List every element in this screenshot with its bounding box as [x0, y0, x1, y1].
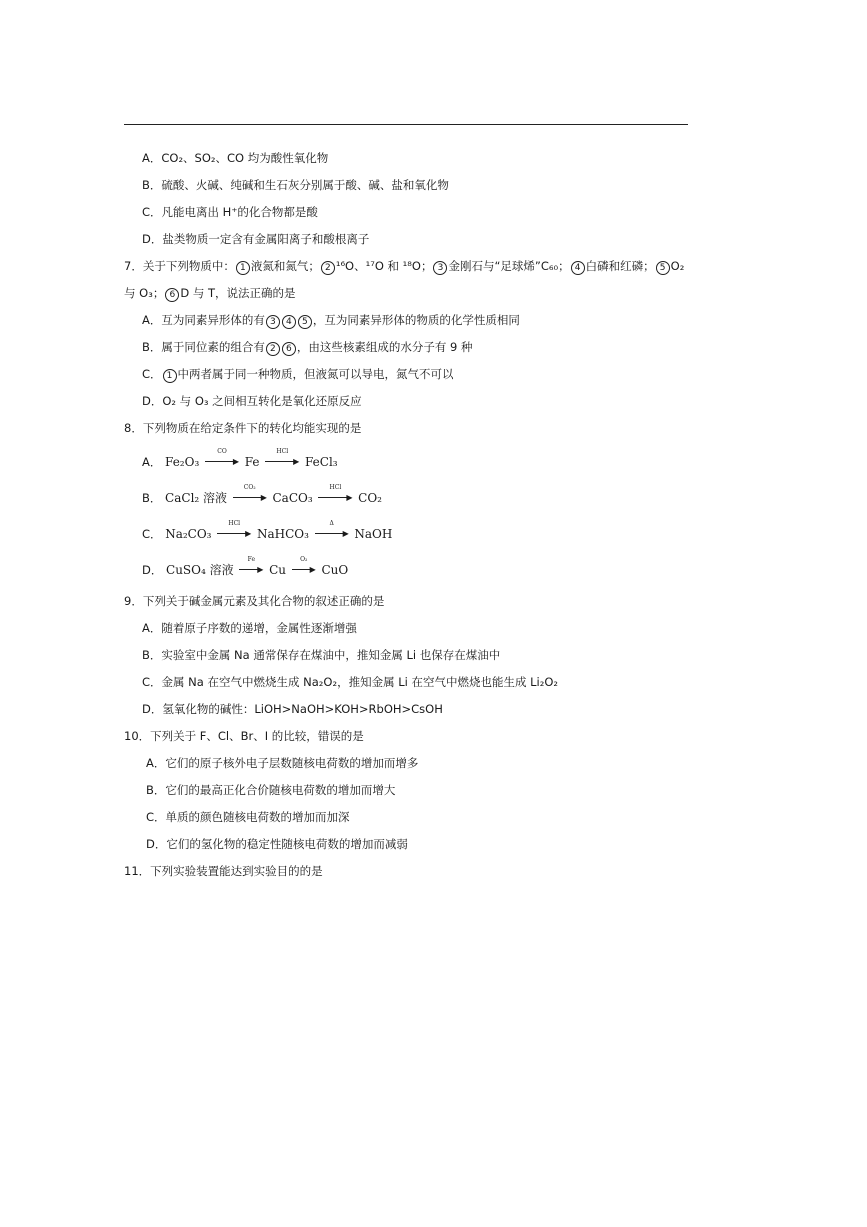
reaction-arrow-icon: O₂ ▶ [292, 561, 316, 578]
q8-option-b [142, 484, 382, 506]
option-text: 中两者属于同一种物质，但液氮可以导电，氮气不可以 [177, 367, 454, 381]
q10-option-a: A．它们的原子核外电子层数随核电荷数的增加而增多 [146, 756, 419, 770]
formula: Na₂CO₃ [165, 527, 212, 541]
q7-option-b [142, 339, 473, 356]
q10-option-d: D．它们的氢化物的稳定性随核电荷数的增加而减弱 [146, 837, 408, 851]
reaction-arrow-icon: Δ ▶ [315, 525, 349, 542]
q8-stem: 8．下列物质在给定条件下的转化均能实现的是 [124, 421, 362, 435]
reaction-condition: CO₂ [243, 484, 256, 491]
q11-stem: 11．下列实验装置能达到实验目的的是 [124, 864, 323, 878]
reaction-condition: O₂ [300, 556, 308, 563]
q8-option-d [142, 556, 349, 578]
circled-number-icon: 1 [236, 261, 250, 275]
q6-option-b: B．硫酸、火碱、纯碱和生石灰分别属于酸、碱、盐和氧化物 [142, 178, 449, 192]
formula: CaCl₂ 溶液 [165, 491, 228, 505]
q7-item-text: 与 O₃； [124, 286, 165, 300]
formula: CuO [321, 563, 349, 577]
reaction-condition: Fe [247, 556, 256, 563]
q7-option-c [142, 366, 454, 383]
q9-option-c: C．金属 Na 在空气中燃烧生成 Na₂O₂，推知金属 Li 在空气中燃烧也能生成 Li₂O₂ [142, 675, 559, 689]
q7-option-d: D．O₂ 与 O₃ 之间相互转化是氧化还原反应 [142, 394, 362, 408]
reaction-condition: HCl [276, 448, 289, 455]
circled-number-icon: 3 [433, 261, 447, 275]
option-text: C． [142, 367, 162, 381]
reaction-arrow-icon: HCl ▶ [217, 525, 251, 542]
q7-item-text: 液氮和氮气； [250, 259, 320, 273]
formula: NaOH [354, 527, 393, 541]
circled-number-icon: 5 [298, 315, 312, 329]
circled-number-icon: 4 [571, 261, 585, 275]
q7-option-a [142, 312, 520, 329]
q7-item-text: 金刚石与“足球烯”C₆₀； [448, 259, 570, 273]
q7-item-text: ¹⁶O、¹⁷O 和 ¹⁸O； [335, 259, 433, 273]
circled-number-icon: 4 [282, 315, 296, 329]
option-label: B． [142, 491, 162, 505]
q8-option-c [142, 520, 393, 542]
reaction-arrow-icon: CO₂ ▶ [233, 489, 267, 506]
q7-item-text: D 与 T，说法正确的是 [180, 286, 296, 300]
formula: Fe₂O₃ [165, 455, 200, 469]
option-text: A．互为同素异形体的有 [142, 313, 265, 327]
q6-option-d: D．盐类物质一定含有金属阳离子和酸根离子 [142, 232, 370, 246]
circled-number-icon: 6 [165, 288, 179, 302]
q7-stem-line2 [124, 285, 296, 302]
option-label: A． [142, 455, 162, 469]
q7-stem-text: 7．关于下列物质中： [124, 259, 235, 273]
q9-option-d: D．氢氧化物的碱性：LiOH>NaOH>KOH>RbOH>CsOH [142, 702, 443, 716]
q10-stem: 10．下列关于 F、Cl、Br、I 的比较，错误的是 [124, 729, 364, 743]
reaction-arrow-icon: CO ▶ [205, 453, 239, 470]
q6-option-c: C．凡能电离出 H⁺的化合物都是酸 [142, 205, 318, 219]
formula: Cu [269, 563, 287, 577]
formula: Fe [244, 455, 260, 469]
q7-stem-line1 [124, 258, 684, 275]
circled-number-icon: 5 [656, 261, 670, 275]
header-rule [124, 124, 688, 125]
option-label: D． [142, 563, 163, 577]
reaction-arrow-icon: Fe ▶ [239, 561, 263, 578]
q9-option-b: B．实验室中金属 Na 通常保存在煤油中，推知金属 Li 也保存在煤油中 [142, 648, 501, 662]
formula: CuSO₄ 溶液 [166, 563, 234, 577]
circled-number-icon: 2 [266, 342, 280, 356]
circled-number-icon: 1 [163, 369, 177, 383]
option-text: ，由这些核素组成的水分子有 9 种 [296, 340, 473, 354]
formula: CO₂ [358, 491, 382, 505]
reaction-arrow-icon: HCl ▶ [265, 453, 299, 470]
circled-number-icon: 2 [321, 261, 335, 275]
option-text: B．属于同位素的组合有 [142, 340, 265, 354]
q10-option-c: C．单质的颜色随核电荷数的增加而加深 [146, 810, 350, 824]
circled-number-icon: 3 [266, 315, 280, 329]
reaction-condition: HCl [329, 484, 342, 491]
q9-option-a: A．随着原子序数的递增，金属性逐渐增强 [142, 621, 357, 635]
formula: CaCO₃ [272, 491, 313, 505]
q7-item-text: O₂ [670, 259, 685, 273]
circled-number-icon: 6 [282, 342, 296, 356]
formula: FeCl₃ [304, 455, 338, 469]
option-label: C． [142, 527, 162, 541]
option-text: ，互为同素异形体的物质的化学性质相同 [312, 313, 520, 327]
q10-option-b: B．它们的最高正化合价随核电荷数的增加而增大 [146, 783, 396, 797]
reaction-condition: CO [217, 448, 227, 455]
reaction-condition: HCl [228, 520, 241, 527]
formula: NaHCO₃ [256, 527, 309, 541]
q9-stem: 9．下列关于碱金属元素及其化合物的叙述正确的是 [124, 594, 385, 608]
q8-option-a [142, 448, 338, 470]
reaction-condition: Δ [329, 520, 334, 527]
q7-item-text: 白磷和红磷； [585, 259, 655, 273]
q6-option-a: A．CO₂、SO₂、CO 均为酸性氧化物 [142, 151, 329, 165]
reaction-arrow-icon: HCl ▶ [318, 489, 352, 506]
